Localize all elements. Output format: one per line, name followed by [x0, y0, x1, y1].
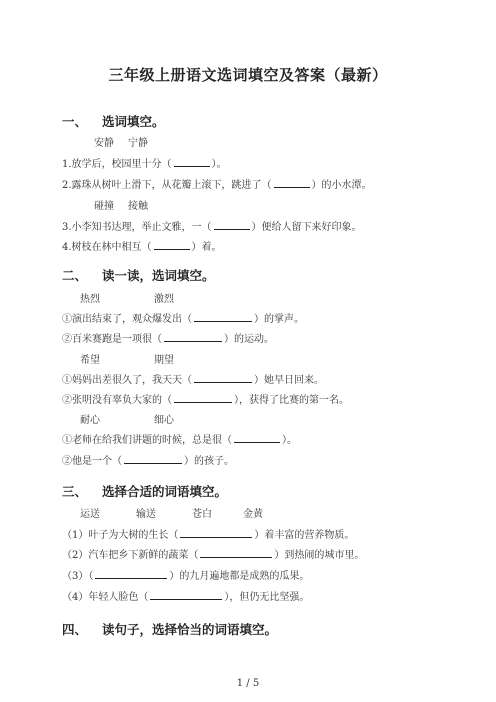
word-option: 安静 — [94, 138, 114, 149]
word-bank — [80, 290, 174, 305]
word-option: 激烈 — [154, 294, 174, 305]
word-option: 热烈 — [80, 294, 100, 305]
question-line — [62, 391, 349, 406]
section-1-heading — [62, 112, 165, 130]
question-text: ①老师在给我们讲题的时候，总是很（ — [62, 435, 232, 446]
question-text: ）到热闹的城市里。 — [274, 550, 365, 561]
section-title: 读句子，选择恰当的词语填空。 — [102, 622, 278, 637]
question-text: （1）叶子为大树的生长（ — [62, 530, 179, 541]
word-option: 输送 — [136, 509, 156, 520]
word-option: 苍白 — [192, 509, 212, 520]
question-text: ）便给人留下来好印象。 — [251, 222, 362, 233]
word-bank — [94, 134, 148, 149]
question-text: ），但仍无比坚强。 — [224, 592, 310, 603]
question-text: 2.露珠从树叶上滑下，从花瓣上滚下，跳进了（ — [62, 180, 272, 191]
question-text: 4.树枝在林中相互（ — [62, 242, 152, 253]
section-2-heading — [62, 266, 215, 284]
question-text: ②他是一个（ — [62, 456, 122, 467]
answer-blank — [154, 240, 190, 250]
answer-blank — [164, 332, 222, 342]
word-option: 期望 — [154, 355, 174, 366]
question-line — [62, 546, 364, 561]
word-option: 耐心 — [80, 415, 100, 426]
question-text: （4）年轻人脸色（ — [62, 592, 149, 603]
question-line — [62, 330, 274, 345]
question-text: 3.小李知书达理，举止文雅，一（ — [62, 222, 212, 233]
word-option: 宁静 — [128, 138, 148, 149]
question-text: ②张明没有辜负大家的（ — [62, 395, 172, 406]
page-title: 三年级上册语文选词填空及答案（最新） — [108, 66, 388, 84]
question-text: ）着丰富的营养物质。 — [254, 530, 355, 541]
page-number: 1 / 5 — [236, 678, 260, 689]
answer-blank — [95, 569, 167, 579]
question-line — [62, 155, 227, 170]
question-text: ）的运动。 — [224, 334, 274, 345]
question-text: （3）（ — [62, 571, 94, 582]
question-text: ），获得了比赛的第一名。 — [234, 395, 349, 406]
question-text: ）的孩子。 — [184, 456, 234, 467]
question-text: ①妈妈出差很久了，我天天（ — [62, 375, 192, 386]
section-number: 二、 — [62, 268, 88, 283]
question-text: ）。 — [211, 159, 227, 170]
section-title: 选词填空。 — [102, 114, 165, 129]
question-text: ）。 — [282, 435, 297, 446]
question-line — [62, 310, 304, 325]
answer-blank — [124, 454, 182, 464]
question-line — [62, 176, 372, 191]
question-text: ②百米赛跑是一项很（ — [62, 334, 162, 345]
answer-blank — [150, 590, 222, 600]
question-line — [62, 238, 222, 253]
word-option: 细心 — [154, 415, 174, 426]
question-line — [62, 588, 309, 603]
question-text: ）的小水潭。 — [311, 180, 372, 191]
question-text: （2）汽车把乡下新鲜的蔬菜（ — [62, 550, 199, 561]
word-option: 接触 — [128, 201, 148, 212]
section-number: 四、 — [62, 622, 88, 637]
section-title: 选择合适的词语填空。 — [102, 484, 228, 499]
question-text: 1.放学后，校园里十分（ — [62, 159, 172, 170]
section-4-heading — [62, 620, 277, 638]
question-line — [62, 526, 354, 541]
word-bank — [80, 505, 263, 520]
answer-blank — [174, 393, 232, 403]
section-3-heading — [62, 482, 227, 500]
word-bank — [80, 411, 174, 426]
answer-blank — [200, 548, 272, 558]
answer-blank — [274, 178, 310, 188]
answer-blank — [174, 157, 210, 167]
answer-blank — [194, 312, 252, 322]
word-option: 金黄 — [243, 509, 263, 520]
word-option: 碰撞 — [94, 201, 114, 212]
answer-blank — [180, 528, 252, 538]
question-text: ）她早日回来。 — [254, 375, 324, 386]
question-text: ）的九月遍地都是成熟的瓜果。 — [169, 571, 310, 582]
section-number: 三、 — [62, 484, 88, 499]
word-bank — [94, 197, 148, 212]
answer-blank — [234, 433, 280, 443]
word-bank — [80, 351, 174, 366]
question-line — [62, 371, 324, 386]
word-option: 希望 — [80, 355, 100, 366]
question-line — [62, 452, 234, 467]
question-text: ）着。 — [191, 242, 222, 253]
section-number: 一、 — [62, 114, 88, 129]
word-option: 运送 — [80, 509, 100, 520]
answer-blank — [194, 373, 252, 383]
question-line — [62, 218, 362, 233]
answer-blank — [214, 220, 250, 230]
question-line — [62, 431, 297, 446]
question-text: ）的掌声。 — [254, 314, 304, 325]
section-title: 读一读，选词填空。 — [102, 268, 215, 283]
question-text: ①演出结束了，观众爆发出（ — [62, 314, 192, 325]
question-line — [62, 567, 309, 582]
